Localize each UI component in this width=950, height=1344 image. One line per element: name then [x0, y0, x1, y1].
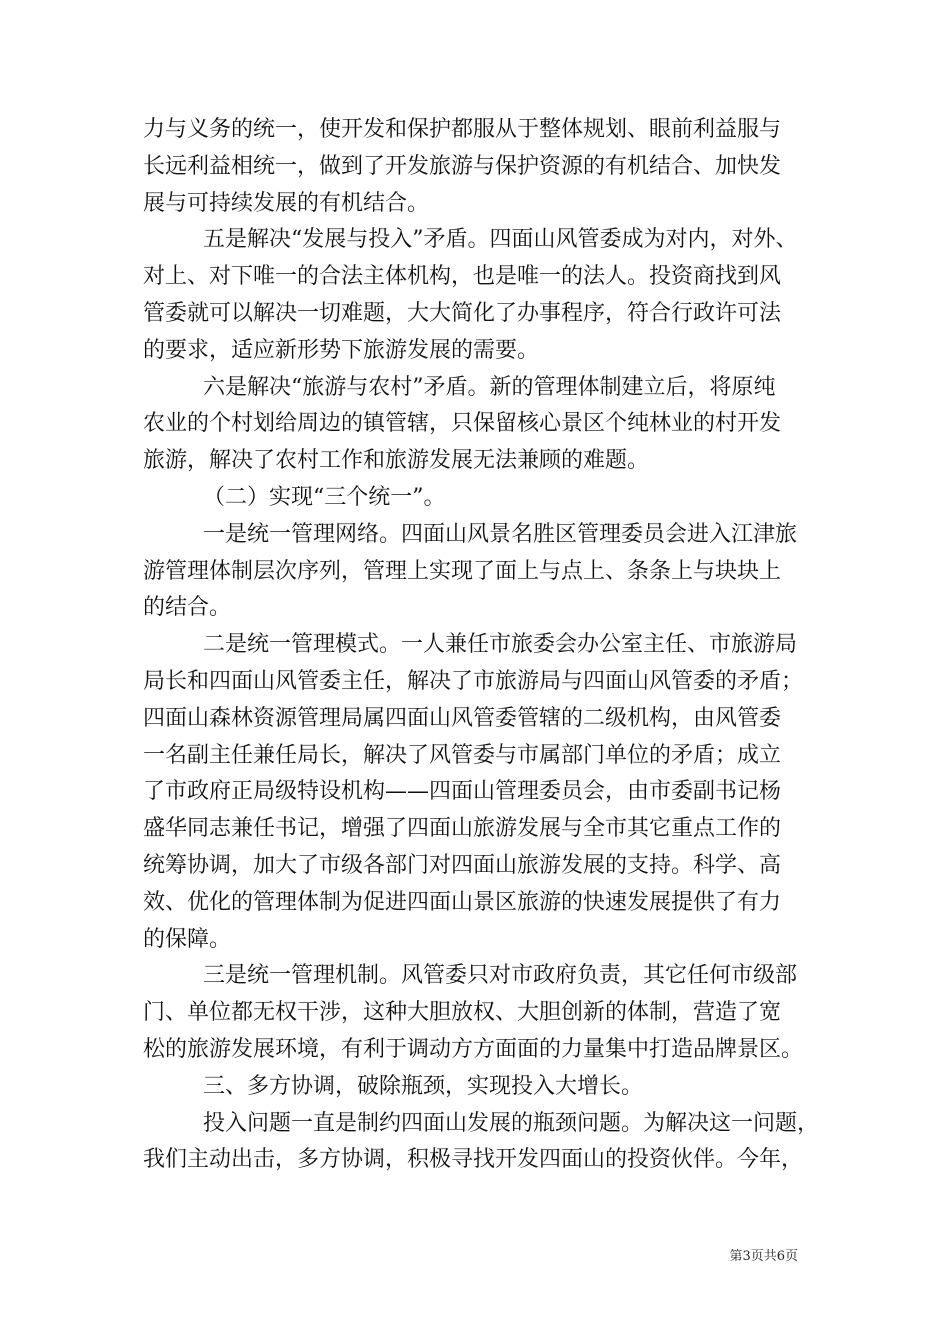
text-line: 的保障。 — [143, 926, 232, 952]
paragraph-start: 二是统一管理模式。一人兼任市旅委会办公室主任、市旅游局 — [203, 632, 798, 658]
paragraph-start: 三是统一管理机制。风管委只对市政府负责，其它任何市级部 — [203, 963, 798, 989]
text-line: 展与可持续发展的有机结合。 — [143, 190, 430, 216]
text-line: 的结合。 — [143, 595, 232, 621]
text-line: 门、单位都无权干涉，这种大胆放权、大胆创新的体制，营造了宽 — [143, 1000, 782, 1026]
text-line: 松的旅游发展环境，有利于调动方方面面的力量集中打造品牌景区。 — [143, 1036, 804, 1062]
text-line: 局长和四面山风管委主任，解决了市旅游局与四面山风管委的矛盾； — [143, 668, 804, 694]
document-body — [143, 112, 823, 1179]
text-line: 力与义务的统一，使开发和保护都服从于整体规划、眼前利益服与 — [143, 117, 782, 142]
text-line: 统筹协调，加大了市级各部门对四面山旅游发展的支持。科学、高 — [143, 852, 782, 878]
text-line: 长远利益相统一，做到了开发旅游与保护资源的有机结合、加快发 — [143, 153, 782, 179]
text-line: 四面山森林资源管理局属四面山风管委管辖的二级机构，由风管委 — [143, 705, 782, 731]
section-heading: （二）实现“三个统一”。 — [203, 484, 446, 510]
page-number: 第3页共6页 — [729, 1249, 798, 1264]
text-line: 游管理体制层次序列，管理上实现了面上与点上、条条上与块块上 — [143, 558, 782, 584]
text-line: 我们主动出击，多方协调，积极寻找开发四面山的投资伙伴。今年， — [143, 1147, 804, 1173]
text-line: 盛华同志兼任书记，增强了四面山旅游发展与全市其它重点工作的 — [143, 816, 782, 842]
text-line: 农业的个村划给周边的镇管辖，只保留核心景区个纯林业的村开发 — [143, 411, 782, 437]
text-line: 效、优化的管理体制为促进四面山景区旅游的快速发展提供了有力 — [143, 889, 782, 915]
text-line: 了市政府正局级特设机构——四面山管理委员会，由市委副书记杨 — [143, 779, 782, 805]
text-line: 一名副主任兼任局长，解决了风管委与市属部门单位的矛盾；成立 — [143, 742, 782, 768]
section-heading: 三、多方协调，破除瓶颈，实现投入大增长。 — [203, 1073, 644, 1099]
text-line: 管委就可以解决一切难题，大大简化了办事程序，符合行政许可法 — [143, 300, 782, 326]
text-line: 旅游，解决了农村工作和旅游发展无法兼顾的难题。 — [143, 448, 650, 474]
paragraph-start: 六是解决“旅游与农村”矛盾。新的管理体制建立后，将原纯 — [203, 374, 776, 400]
paragraph-start: 投入问题一直是制约四面山发展的瓶颈问题。为解决这一问题， — [203, 1110, 820, 1136]
text-line: 的要求，适应新形势下旅游发展的需要。 — [143, 337, 540, 363]
text-line: 对上、对下唯一的合法主体机构，也是唯一的法人。投资商找到风 — [143, 264, 782, 290]
paragraph-start: 五是解决“发展与投入”矛盾。四面山风管委成为对内，对外、 — [203, 227, 798, 253]
paragraph-start: 一是统一管理网络。四面山风景名胜区管理委员会进入江津旅 — [203, 521, 798, 547]
